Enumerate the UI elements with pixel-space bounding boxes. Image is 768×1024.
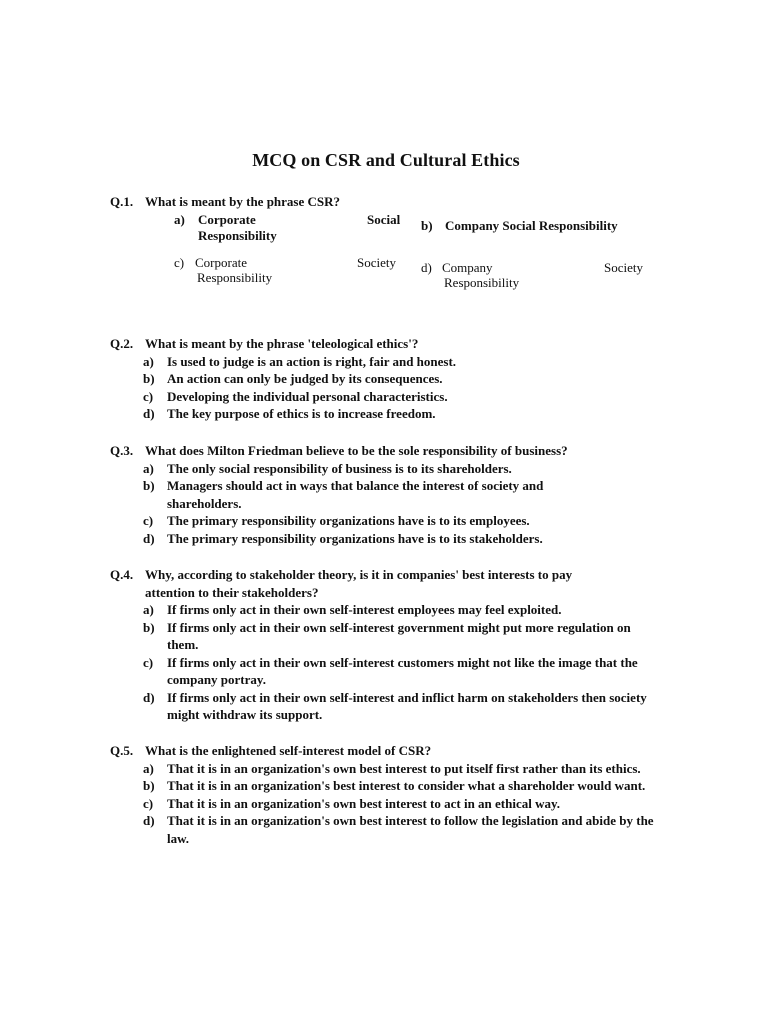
option-word: Society: [357, 255, 396, 270]
option-d[interactable]: [143, 530, 670, 548]
question-number: Q.2.: [110, 336, 134, 351]
q1-option-c[interactable]: [174, 255, 404, 287]
option-text: Developing the individual personal characteristics.: [167, 388, 448, 404]
option-letter: c): [143, 795, 154, 811]
option-text: The primary responsibility organizations have is to its stakeholders.: [167, 530, 543, 546]
option-letter: d): [421, 260, 432, 275]
option-letter: a): [143, 353, 154, 369]
option-word: Corporate: [198, 212, 256, 227]
question-number: Q.1.: [110, 194, 134, 209]
option-text: An action can only be judged by its consequences.: [167, 371, 443, 386]
option-letter: c): [174, 255, 185, 270]
option-letter: c): [143, 513, 154, 528]
option-letter: d): [143, 406, 155, 421]
question-text: What does Milton Friedman believe to be the sole responsibility of business?: [145, 443, 568, 458]
option-text: Managers should act in ways that balance the interest of society and shareholders.: [167, 478, 544, 511]
option-letter: b): [421, 218, 433, 233]
option-text: If firms only act in their own self-interest government might put more regulation on them.: [167, 619, 631, 652]
question-1: [110, 193, 670, 211]
option-letter: c): [143, 654, 154, 670]
option-c[interactable]: [143, 654, 670, 689]
option-a[interactable]: [143, 460, 670, 478]
option-d[interactable]: [143, 405, 670, 423]
q1-option-a[interactable]: [174, 212, 404, 244]
option-word: Responsibility: [197, 270, 273, 285]
option-text: That it is in an organization's own best interest to put itself first rather than its ethics.: [167, 760, 641, 776]
option-b[interactable]: [143, 370, 670, 388]
option-a[interactable]: [143, 353, 670, 371]
option-letter: a): [143, 460, 154, 476]
question-4: [110, 566, 670, 724]
option-word: Responsibility: [444, 275, 520, 290]
option-text: Company Social Responsibility: [445, 218, 618, 233]
option-text: That it is in an organization's own best interest to act in an ethical way.: [167, 795, 561, 811]
question-2: [110, 335, 670, 423]
page-title: MCQ on CSR and Cultural Ethics: [252, 150, 520, 170]
option-a[interactable]: [143, 760, 670, 778]
option-letter: a): [143, 602, 154, 617]
option-letter: b): [143, 778, 155, 793]
question-3: [110, 442, 670, 547]
option-text: That it is in an organization's best interest to consider what a shareholder would want.: [167, 778, 646, 793]
option-letter: c): [143, 388, 154, 404]
question-text: What is meant by the phrase 'teleological ethics'?: [145, 336, 419, 351]
option-word: Responsibility: [198, 228, 277, 243]
question-text: What is meant by the phrase CSR?: [145, 194, 341, 209]
option-letter: a): [143, 760, 154, 776]
question-text: What is the enlightened self-interest model of CSR?: [145, 743, 432, 758]
option-c[interactable]: [143, 388, 670, 406]
option-letter: b): [143, 619, 155, 635]
option-c[interactable]: [143, 795, 670, 813]
option-text: That it is in an organization's own best interest to follow the legislation and abide by the law.: [167, 813, 654, 846]
option-b[interactable]: [143, 477, 670, 512]
question-text: Why, according to stakeholder theory, is it in companies' best interests to pay attention to their stakeholders?: [145, 567, 573, 600]
option-text: The only social responsibility of business is to its shareholders.: [167, 460, 512, 476]
option-word: Company: [442, 260, 493, 275]
option-word: Society: [604, 260, 643, 275]
option-text: If firms only act in their own self-interest and inflict harm on stakeholders then society might withdraw its support.: [167, 689, 647, 722]
option-letter: d): [143, 530, 155, 546]
option-letter: b): [143, 478, 155, 493]
option-letter: b): [143, 371, 155, 386]
option-text: The key purpose of ethics is to increase freedom.: [167, 406, 436, 421]
option-word: Corporate: [195, 255, 247, 270]
option-a[interactable]: [143, 601, 670, 619]
option-d[interactable]: [143, 812, 670, 847]
q1-option-d[interactable]: [421, 260, 661, 292]
question-number: Q.5.: [110, 743, 134, 758]
option-c[interactable]: [143, 512, 670, 530]
option-b[interactable]: [143, 619, 670, 654]
option-b[interactable]: [143, 777, 670, 795]
option-letter: d): [143, 813, 155, 828]
option-text: Is used to judge is an action is right, fair and honest.: [167, 353, 457, 369]
q1-option-b[interactable]: [421, 218, 661, 236]
question-number: Q.3.: [110, 443, 134, 458]
question-number: Q.4.: [110, 567, 134, 582]
option-text: The primary responsibility organizations have is to its employees.: [167, 513, 530, 528]
option-text: If firms only act in their own self-interest employees may feel exploited.: [167, 602, 562, 617]
option-letter: d): [143, 689, 155, 705]
option-d[interactable]: [143, 689, 670, 724]
option-letter: a): [174, 212, 185, 227]
option-word: Social: [367, 212, 401, 227]
question-5: [110, 742, 670, 847]
option-text: If firms only act in their own self-interest customers might not like the image that the company portray.: [167, 654, 638, 687]
